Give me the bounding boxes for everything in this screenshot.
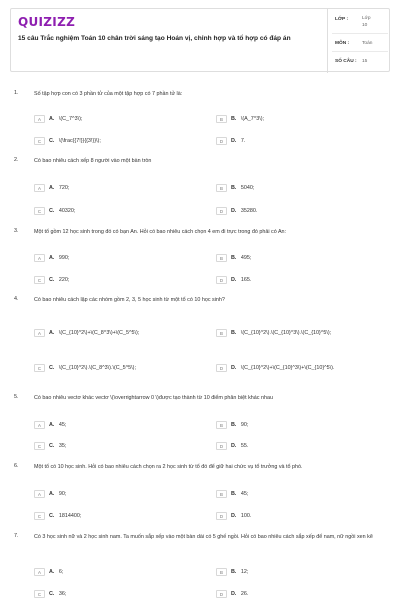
option-a[interactable] bbox=[34, 485, 66, 503]
option-text: 720; bbox=[58, 185, 70, 191]
option-b[interactable] bbox=[216, 563, 248, 581]
option-letter-box: A bbox=[34, 184, 45, 192]
option-prefix: B. bbox=[231, 185, 237, 191]
option-text: \(\frac{{7!}}{{3!}}\); bbox=[58, 138, 101, 144]
option-a[interactable] bbox=[34, 563, 63, 581]
option-text: 100. bbox=[240, 513, 252, 519]
option-letter-box: B bbox=[216, 568, 227, 576]
option-letter-box: D bbox=[216, 207, 227, 215]
question-number: 7. bbox=[14, 533, 19, 539]
quizizz-logo: QUIZIZZ bbox=[18, 15, 76, 29]
option-d[interactable] bbox=[216, 437, 248, 455]
question-text: Có bao nhiêu cách lập các nhóm gồm 2, 3, 5 học sinh từ một tổ có 10 học sinh? bbox=[34, 297, 225, 303]
option-letter-box: B bbox=[216, 421, 227, 429]
option-b[interactable] bbox=[216, 249, 251, 267]
option-prefix: C. bbox=[49, 365, 55, 371]
option-text: \(C_7^3\); bbox=[58, 116, 83, 122]
option-text: 35280. bbox=[240, 208, 258, 214]
option-c[interactable] bbox=[34, 132, 101, 150]
option-text: \(C_{10}^2\).\(C_{10}^3\).\(C_{10}^5\); bbox=[240, 330, 332, 336]
option-b[interactable] bbox=[216, 416, 248, 434]
option-letter-box: B bbox=[216, 184, 227, 192]
option-letter-box: D bbox=[216, 512, 227, 520]
option-prefix: D. bbox=[231, 277, 237, 283]
subject-value: Toán bbox=[362, 41, 373, 46]
question-number: 1. bbox=[14, 90, 19, 96]
option-d[interactable] bbox=[216, 359, 334, 377]
option-prefix: D. bbox=[231, 513, 237, 519]
option-letter-box: B bbox=[216, 254, 227, 262]
option-prefix: A. bbox=[49, 422, 55, 428]
option-text: \(C_{10}^2\)+\(C_8^3\)+\(C_5^5\); bbox=[58, 330, 140, 336]
question-text: Một tổ có 10 học sinh. Hỏi có bao nhiêu cách chọn ra 2 học sinh từ tổ đó để giữ hai chức vụ tổ trưởng và tổ phó. bbox=[34, 464, 303, 470]
option-letter-box: A bbox=[34, 490, 45, 498]
option-text: \(A_7^3\); bbox=[240, 116, 265, 122]
option-text: 7. bbox=[240, 138, 246, 144]
option-prefix: C. bbox=[49, 277, 55, 283]
option-prefix: C. bbox=[49, 443, 55, 449]
option-text: \(C_{10}^2\).\(C_8^3\).\(C_5^5\); bbox=[58, 365, 136, 371]
option-prefix: A. bbox=[49, 116, 55, 122]
option-a[interactable] bbox=[34, 179, 69, 197]
option-prefix: D. bbox=[231, 443, 237, 449]
question-number: 5. bbox=[14, 394, 19, 400]
option-letter-box: D bbox=[216, 442, 227, 450]
option-prefix: B. bbox=[231, 116, 237, 122]
option-prefix: D. bbox=[231, 591, 237, 597]
question-text: Một tổ gồm 12 học sinh trong đó có bạn An. Hỏi có bao nhiêu cách chọn 4 em đi trực trong đó phải có An: bbox=[34, 229, 287, 235]
option-b[interactable] bbox=[216, 485, 248, 503]
option-letter-box: A bbox=[34, 421, 45, 429]
option-text: 35; bbox=[58, 443, 67, 449]
option-prefix: A. bbox=[49, 330, 55, 336]
subject-label: MÔN : bbox=[335, 41, 350, 46]
option-a[interactable] bbox=[34, 324, 139, 342]
option-text: 45; bbox=[58, 422, 67, 428]
option-c[interactable] bbox=[34, 437, 66, 455]
option-text: 990; bbox=[58, 255, 70, 261]
question-count-label: SỐ CÂU : bbox=[335, 59, 357, 64]
option-letter-box: C bbox=[34, 590, 45, 598]
option-c[interactable] bbox=[34, 359, 136, 377]
question-number: 3. bbox=[14, 228, 19, 234]
option-prefix: B. bbox=[231, 255, 237, 261]
question-text: Số tập hợp con có 3 phần tử của một tập hợp có 7 phần tử là: bbox=[34, 91, 183, 97]
option-letter-box: D bbox=[216, 276, 227, 284]
worksheet-meta bbox=[327, 9, 391, 73]
question-count-value: 15 bbox=[362, 59, 368, 64]
option-text: 90; bbox=[240, 422, 249, 428]
option-c[interactable] bbox=[34, 202, 75, 220]
option-text: 6; bbox=[58, 569, 64, 575]
option-letter-box: C bbox=[34, 364, 45, 372]
option-text: 1814400; bbox=[58, 513, 82, 519]
option-prefix: A. bbox=[49, 185, 55, 191]
option-d[interactable] bbox=[216, 132, 245, 150]
option-letter-box: A bbox=[34, 254, 45, 262]
option-letter-box: A bbox=[34, 115, 45, 123]
option-letter-box: A bbox=[34, 568, 45, 576]
option-letter-box: B bbox=[216, 115, 227, 123]
option-text: \(C_{10}^2\)+\(C_{10}^3\)+\(C_{10}^5\). bbox=[240, 365, 335, 371]
option-letter-box: C bbox=[34, 137, 45, 145]
option-a[interactable] bbox=[34, 249, 69, 267]
option-d[interactable] bbox=[216, 585, 248, 600]
meta-divider bbox=[332, 33, 388, 34]
option-text: 5040; bbox=[240, 185, 255, 191]
option-prefix: C. bbox=[49, 591, 55, 597]
option-c[interactable] bbox=[34, 585, 66, 600]
question-number: 6. bbox=[14, 463, 19, 469]
option-prefix: A. bbox=[49, 255, 55, 261]
option-prefix: D. bbox=[231, 365, 237, 371]
option-prefix: D. bbox=[231, 138, 237, 144]
worksheet-header bbox=[10, 8, 390, 72]
option-text: 55. bbox=[240, 443, 249, 449]
option-d[interactable] bbox=[216, 202, 257, 220]
option-letter-box: D bbox=[216, 364, 227, 372]
option-letter-box: B bbox=[216, 490, 227, 498]
option-text: 36; bbox=[58, 591, 67, 597]
option-letter-box: C bbox=[34, 442, 45, 450]
option-d[interactable] bbox=[216, 507, 251, 525]
option-prefix: A. bbox=[49, 569, 55, 575]
option-c[interactable] bbox=[34, 507, 81, 525]
option-letter-box: C bbox=[34, 512, 45, 520]
option-text: 40320; bbox=[58, 208, 76, 214]
question-number: 2. bbox=[14, 157, 19, 163]
option-text: 90; bbox=[58, 491, 67, 497]
option-b[interactable] bbox=[216, 324, 331, 342]
question-number: 4. bbox=[14, 296, 19, 302]
option-text: 220; bbox=[58, 277, 70, 283]
option-letter-box: A bbox=[34, 329, 45, 337]
option-prefix: A. bbox=[49, 491, 55, 497]
option-prefix: B. bbox=[231, 569, 237, 575]
option-d[interactable] bbox=[216, 271, 251, 289]
option-b[interactable] bbox=[216, 179, 254, 197]
option-text: 165. bbox=[240, 277, 252, 283]
option-letter-box: B bbox=[216, 329, 227, 337]
option-a[interactable] bbox=[34, 416, 66, 434]
option-a[interactable] bbox=[34, 110, 82, 128]
option-text: 495; bbox=[240, 255, 252, 261]
question-text: Có 3 học sinh nữ và 2 học sinh nam. Ta muốn sắp xếp vào một bàn dài có 5 ghế ngồi. Hỏi có bao nhiêu cách sắp xếp để nam, nữ ngồi xen kẽ bbox=[34, 534, 373, 540]
question-text: Có bao nhiêu vectơ khác vectơ \(\overrightarrow 0 \)được tạo thành từ 10 điểm phân biệt khác nhau bbox=[34, 395, 273, 401]
option-letter-box: C bbox=[34, 207, 45, 215]
class-value-line-1: Lớp bbox=[362, 16, 371, 21]
class-label: LỚP : bbox=[335, 17, 349, 22]
option-b[interactable] bbox=[216, 110, 264, 128]
meta-divider bbox=[332, 51, 388, 52]
option-prefix: C. bbox=[49, 513, 55, 519]
option-text: 26. bbox=[240, 591, 249, 597]
worksheet-title: 15 câu Trắc nghiệm Toán 10 chân trời sáng tạo Hoán vị, chỉnh hợp và tổ hợp có đáp án bbox=[18, 35, 291, 42]
option-prefix: C. bbox=[49, 138, 55, 144]
option-prefix: D. bbox=[231, 208, 237, 214]
option-letter-box: C bbox=[34, 276, 45, 284]
class-value-line-2: 10 bbox=[362, 23, 368, 28]
option-letter-box: D bbox=[216, 137, 227, 145]
option-letter-box: D bbox=[216, 590, 227, 598]
option-text: 45; bbox=[240, 491, 249, 497]
option-c[interactable] bbox=[34, 271, 69, 289]
option-prefix: B. bbox=[231, 491, 237, 497]
option-prefix: C. bbox=[49, 208, 55, 214]
option-text: 12; bbox=[240, 569, 249, 575]
option-prefix: B. bbox=[231, 330, 237, 336]
option-prefix: B. bbox=[231, 422, 237, 428]
question-text: Có bao nhiêu cách xếp 8 người vào một bàn tròn bbox=[34, 158, 152, 164]
